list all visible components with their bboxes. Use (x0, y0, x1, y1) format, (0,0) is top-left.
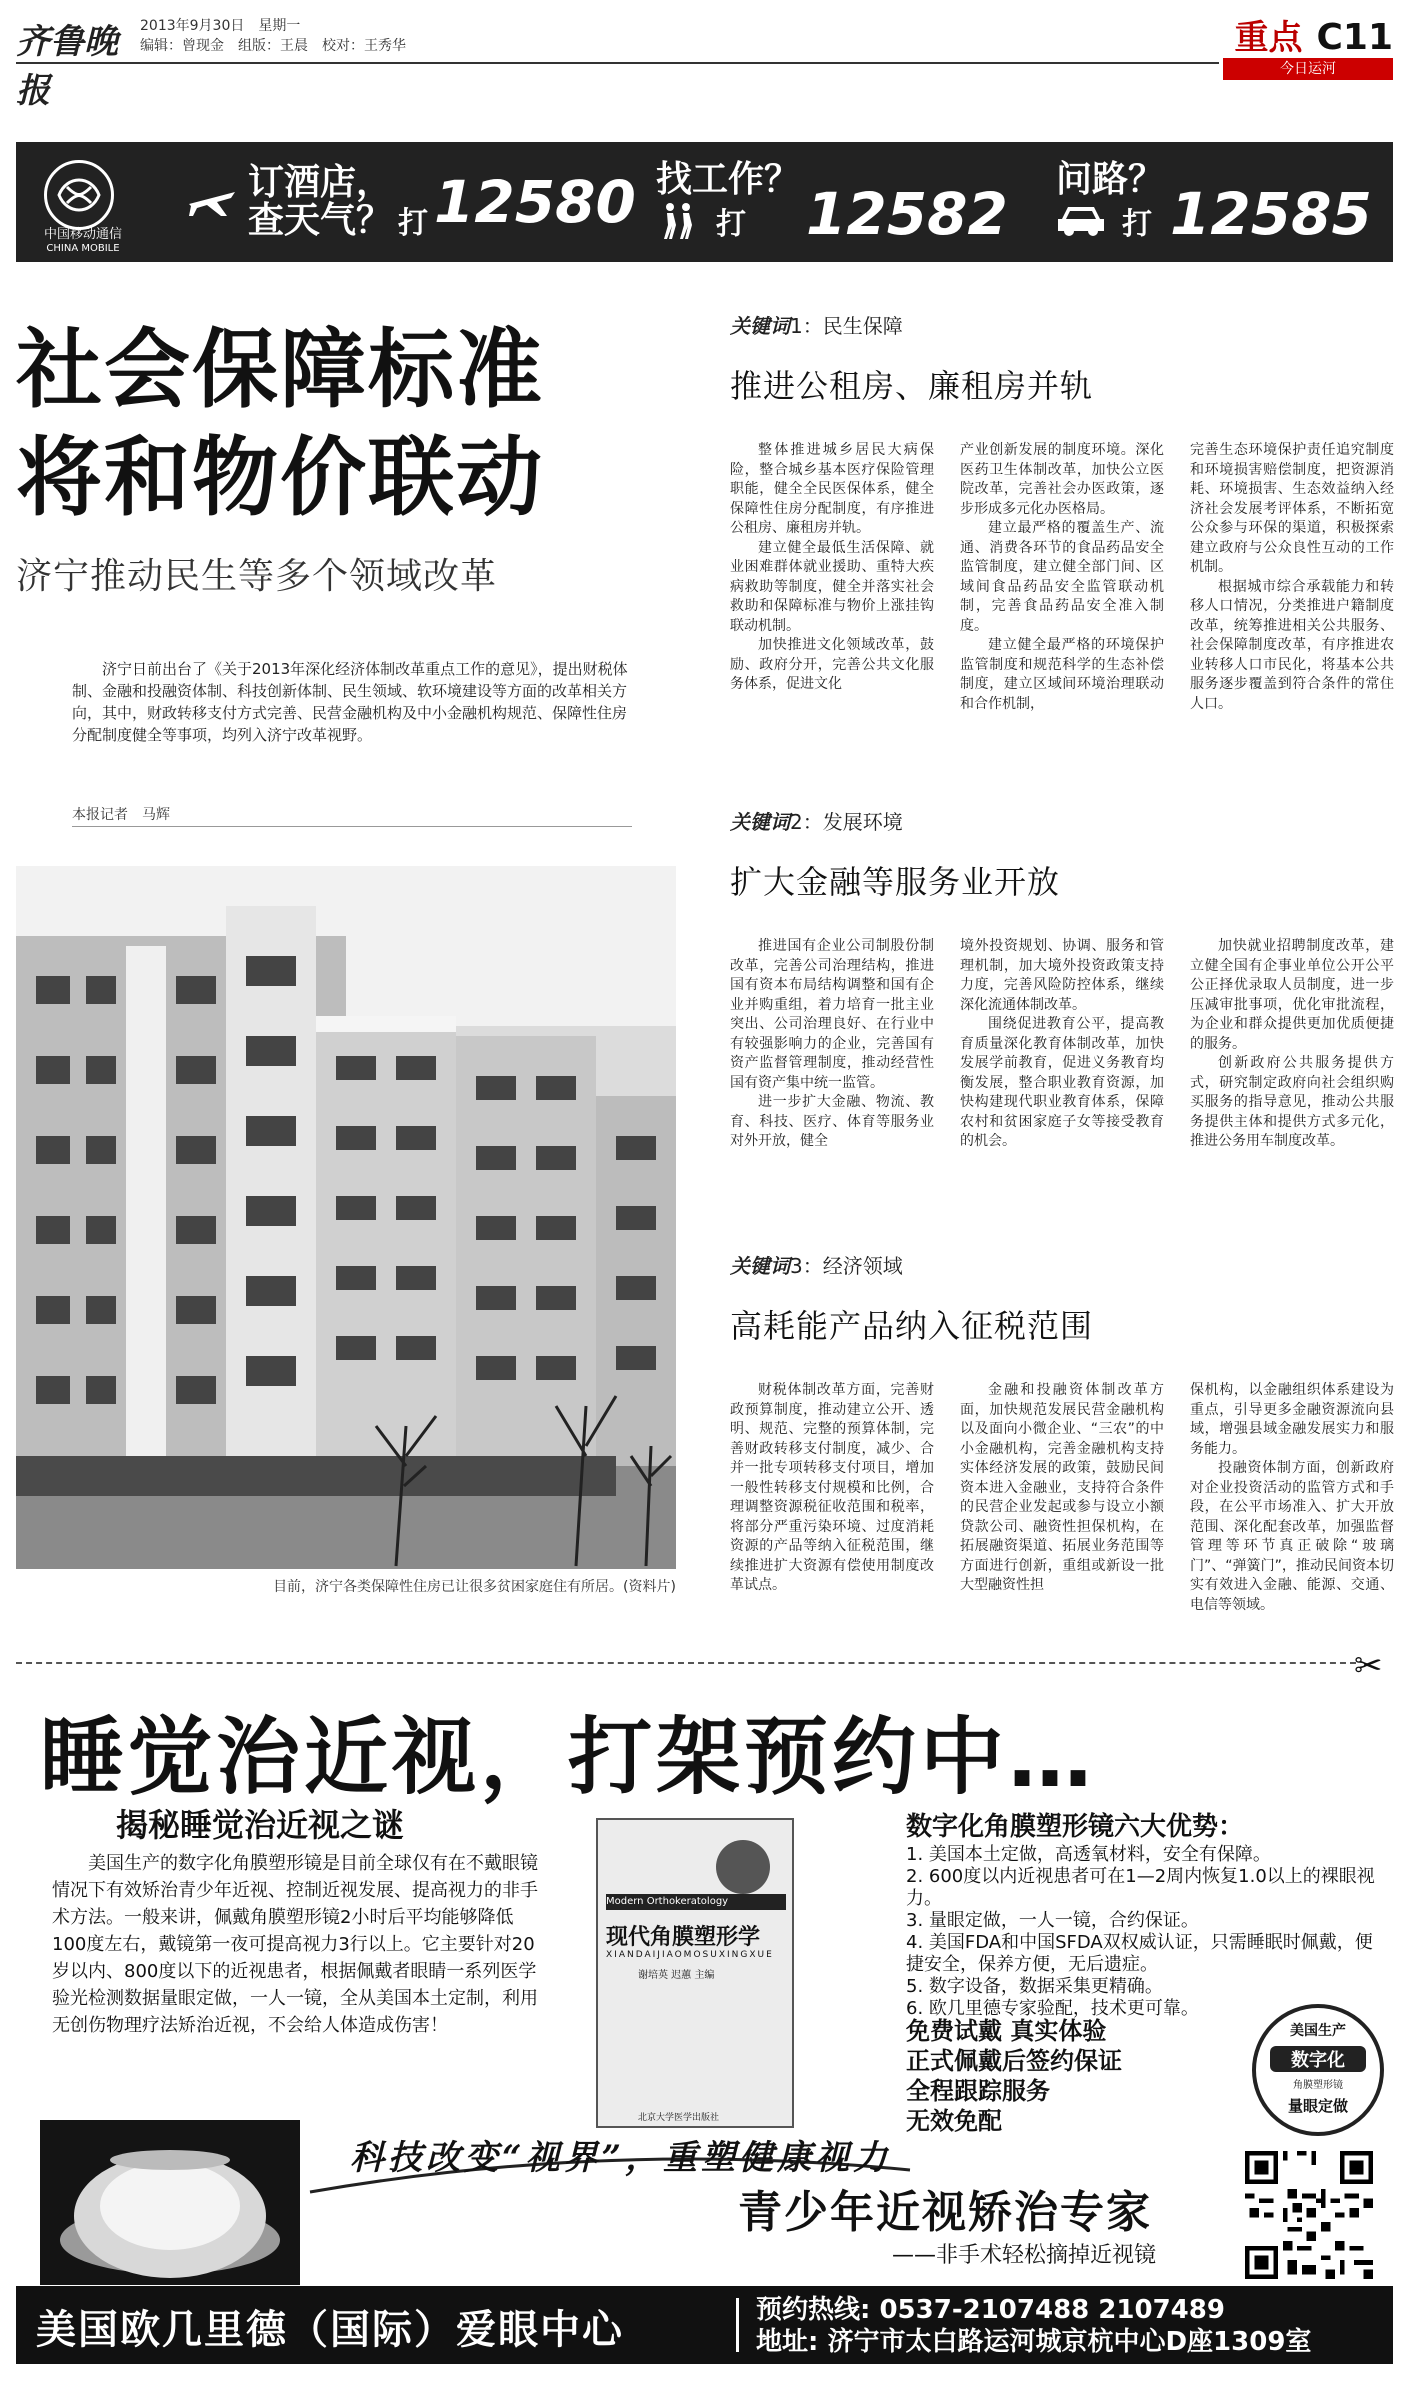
body-column (1190, 441, 1394, 714)
keyword-title: 扩大金融等服务业开放 (730, 863, 1061, 901)
list-item: 3. 量眼定做，一人一镜，合约保证。 (906, 1910, 1199, 1931)
paragraph: 金融和投融资体制改革方面，加快规范发展民营金融机构以及面向小微企业、“三农”的中小金融机构，完善金融机构支持实体经济发展的政策，鼓励民间资本进入金融业，支持符合条件的民营企业发起或参与设立小额贷款公司、融资性担保机构，在拓展融资渠道、拓展业务范围等方面进行创新，重组或新设一批大型融资性担 (960, 1382, 1164, 1593)
china-mobile-ad-banner (16, 142, 1393, 262)
keyword-prefix: 关键词 (730, 314, 790, 338)
headline-line1: 社会保障标准 (16, 320, 544, 420)
keyword-body (730, 937, 1395, 1152)
paragraph: 财税体制改革方面，完善财政预算制度，推动建立公开、透明、规范、完整的预算体制，完善财政转移支付制度，减少、合并一批专项转移支付项目，增加一般性转移支付规模和比例，合理调整资源税征收范围和税率，将部分严重污染环境、过度消耗资源的产品等纳入征税范围，继续推进扩大资源有偿使用制度改革试点。 (730, 1382, 934, 1593)
keyword-section-2 (730, 806, 1395, 1152)
china-mobile-logo-icon (44, 160, 114, 230)
ad-text-line1: 找工作？ (656, 159, 801, 200)
keyword-topic: 2：发展环境 (790, 810, 903, 834)
body-column (1190, 937, 1394, 1152)
address-label: 地址: (756, 2327, 819, 2357)
eye-center-name: 美国欧几里德（国际）爱眼中心 (36, 2306, 624, 2353)
byline-divider (72, 826, 632, 827)
article-byline: 本报记者 马辉 (72, 807, 170, 823)
ad-item-directions (1056, 156, 1372, 248)
ad-slogan: 科技改变“视界”，重塑健康视力 (350, 2138, 892, 2178)
list-item: 无效免配 (906, 2107, 1002, 2135)
article-lead: 济宁日前出台了《关于2013年深化经济体制改革重点工作的意见》，提出财税体制、金融和投融资体制、科技创新体制、民生领域、软环境建设等方面的改革相关方向，其中，财政转移支付方式完善、民营金融机构及中小金融机构规范、保障性住房分配制度健全等事项，均列入济宁改革视野。 (72, 660, 628, 744)
ad-hotline-number: 12582 (806, 180, 1008, 248)
badge-top: 美国生产 (1290, 2023, 1346, 2039)
keyword-section-1 (730, 310, 1395, 714)
ad-dial-label: 打 (716, 207, 746, 242)
issue-date: 2013年9月30日 (140, 18, 245, 34)
paragraph: 根据城市综合承载能力和转移人口情况，分类推进户籍制度改革，统筹推进相关公共服务、社会保障制度改革，有序推进农业转移人口市民化，将基本公共服务逐步覆盖到符合条件的常住人口。 (1190, 578, 1394, 712)
contact-lens-photo (40, 2120, 300, 2285)
newspaper-masthead: 齐鲁晚报 (16, 22, 118, 111)
keyword-body (730, 441, 1395, 714)
paragraph: 完善生态环境保护责任追究制度和环境损害赔偿制度，把资源消耗、环境损害、生态效益纳入经济社会发展考评体系，不断拓宽公众参与环保的渠道，积极探索建立政府与公众良性互动的工作机制。 (1190, 442, 1394, 575)
paragraph: 整体推进城乡居民大病保险，整合城乡基本医疗保险管理职能，健全全民医保体系，健全保障性住房分配制度，有序推进公租房、廉租房并轨。 (730, 442, 934, 536)
paragraph: 围绕促进教育公平，提高教育质量深化教育体制改革，加快发展学前教育，促进义务教育均衡发展，整合职业教育资源，加快构建现代职业教育体系，保障农村和贫困家庭子女等接受教育的机会。 (960, 1016, 1164, 1149)
product-badge (1252, 2004, 1384, 2136)
ad-dial-label: 打 (398, 206, 429, 241)
hotline-label: 预约热线: (756, 2295, 871, 2325)
body-column (960, 1381, 1164, 1615)
footer-divider (736, 2298, 739, 2352)
keyword-topic: 1：民生保障 (790, 314, 903, 338)
ad-item-job (656, 156, 1008, 248)
brand-cn: 中国移动通信 (43, 227, 122, 242)
badge-bottom: 量眼定做 (1287, 2097, 1348, 2115)
list-item: 4. 美国FDA和中国SFDA双权威认证，只需睡眠时佩戴，便捷安全，保养方便，无后遗症。 (906, 1932, 1373, 1975)
issue-weekday: 星期一 (258, 18, 301, 34)
badge-mid: 数字化 (1270, 2046, 1366, 2072)
list-item: 1. 美国本土定做，高透氧材料，安全有保障。 (906, 1844, 1271, 1865)
ad-text-line2: 查天气？ (248, 200, 393, 241)
book-authors: 谢培英 迟蕙 主编 (638, 1970, 715, 1981)
body-column (730, 1381, 934, 1615)
list-item: 全程跟踪服务 (906, 2077, 1050, 2105)
advantages-list (906, 1844, 1376, 2020)
book-title: 现代角膜塑形学 (606, 1925, 761, 1950)
cut-line (16, 1662, 1356, 1664)
walking-people-icon (656, 199, 700, 243)
body-column (960, 441, 1164, 714)
paragraph: 投融资体制方面，创新政府对企业投资活动的监管方式和手段，在公平市场准入、扩大开放范围、深化配套改革，加强监督管理等环节真正破除“玻璃门”、“弹簧门”，推动民间资本切实有效进入金融、能源、交通、电信等领域。 (1190, 1460, 1394, 1613)
editor-credit: 编辑：曾现金 (140, 38, 224, 54)
ad-dial-label: 打 (1122, 207, 1152, 242)
paragraph: 建立最严格的覆盖生产、流通、消费各环节的食品药品安全监管制度，建立健全部门间、区域间食品药品安全监管联动机制，完善食品药品安全准入制度。 (960, 520, 1164, 634)
ad-item-hotel (186, 156, 636, 248)
keyword-section-3 (730, 1250, 1395, 1615)
header-divider (16, 62, 1219, 64)
book-pinyin: XIANDAIJIAOMOSUXINGXUE (606, 1950, 774, 1960)
ad-left-title: 揭秘睡觉治近视之谜 (116, 1806, 405, 1844)
paragraph: 进一步扩大金融、物流、教育、科技、医疗、体育等服务业对外开放，健全 (730, 1094, 934, 1149)
ad-hotline-number: 12585 (1170, 180, 1372, 248)
keyword-label (730, 310, 1395, 339)
headline-line2: 将和物价联动 (16, 428, 544, 528)
book-cover (596, 1818, 794, 2128)
book-publisher: 北京大学医学出版社 (638, 2113, 720, 2123)
keyword-label (730, 806, 1395, 835)
body-column (960, 937, 1164, 1152)
list-item: 6. 欧几里德专家验配，技术更可靠。 (906, 1998, 1199, 2019)
ad-text-line1: 订酒店， (248, 162, 393, 203)
keyword-label (730, 1250, 1395, 1279)
address-text: 济宁市太白路运河城京杭中心D座1309室 (827, 2327, 1312, 2357)
book-english-title: Modern Orthokeratology (606, 1894, 786, 1910)
list-item: 5. 数字设备，数据采集更精确。 (906, 1976, 1163, 1997)
body-column (1190, 1381, 1394, 1615)
proof-credit: 校对：王秀华 (322, 38, 406, 54)
paragraph: 保机构，以金融组织体系建设为重点，引导更多金融资源流向县域，增强县域金融发展实力和服务能力。 (1190, 1382, 1394, 1457)
section-header (1234, 10, 1393, 59)
keyword-topic: 3：经济领域 (790, 1254, 903, 1278)
ad-big-title: 睡觉治近视，打架预约中… (40, 1708, 1097, 1806)
ad-expert-subtitle: ——非手术轻松摘掉近视镜 (892, 2243, 1157, 2268)
section-name: 重点 (1234, 18, 1303, 58)
advantages-title: 数字化角膜塑形镜六大优势： (906, 1812, 1245, 1842)
list-item: 免费试戴 真实体验 (906, 2017, 1107, 2045)
keyword-prefix: 关键词 (730, 1254, 790, 1278)
article-headline (16, 316, 656, 532)
body-column (730, 441, 934, 714)
ad-text-line1: 问路？ (1056, 159, 1165, 200)
paragraph: 加快推进文化领域改革，鼓励、政府分开，完善公共文化服务体系，促进文化 (730, 637, 934, 692)
paragraph: 推进国有企业公司制股份制改革，完善公司治理结构，推进国有资本布局结构调整和国有企业并购重组，着力培育一批主业突出、公司治理良好、在行业中有较强影响力的企业，完善国有资产监督管理制度，推动经营性国有资产集中统一监管。 (730, 938, 934, 1091)
body-column (730, 937, 934, 1152)
badge-sub: 角膜塑形镜 (1293, 2080, 1343, 2091)
paragraph: 加快就业招聘制度改革，建立健全国有企事业单位公开公平公正择优录取人员制度，进一步压减审批事项，优化审批流程，为企业和群众提供更加优质便捷的服务。 (1190, 938, 1394, 1052)
car-icon (1056, 201, 1106, 241)
paragraph: 产业创新发展的制度环境。深化医药卫生体制改革，加快公立医院改革，完善社会办医政策，逐步形成多元化办医格局。 (960, 442, 1164, 517)
list-item: 2. 600度以内近视患者可在1—2周内恢复1.0以上的裸眼视力。 (906, 1866, 1375, 1909)
center-address (756, 2326, 1311, 2358)
keyword-title: 推进公租房、廉租房并轨 (730, 367, 1094, 405)
article-subhead: 济宁推动民生等多个领域改革 (16, 556, 498, 597)
china-mobile-brand (28, 228, 138, 256)
keyword-prefix: 关键词 (730, 810, 790, 834)
qr-code-icon[interactable] (1240, 2146, 1378, 2284)
paragraph: 建立健全最严格的环境保护监管制度和规范科学的生态补偿制度，建立区域间环境治理联动和合作机制， (960, 637, 1164, 712)
ad-left-body: 美国生产的数字化角膜塑形镜是目前全球仅有在不戴眼镜情况下有效矫治青少年近视、控制近视发展、提高视力的非手术方法。一般来讲，佩戴角膜塑形镜2小时后平均能够降低100度左右，戴镜第一夜可提高视力3行以上。它主要针对20岁以内、800度以下的近视患者，根据佩戴者眼睛一系列医学验光检测数据量眼定做，一人一镜，全从美国本土定制，利用无创伤物理疗法矫治近视，不会给人体造成伤害！ (52, 1853, 538, 2036)
lens-graphic-icon (716, 1840, 770, 1894)
ad-hotline-number: 12580 (434, 168, 636, 236)
paragraph: 创新政府公共服务提供方式，研究制定政府向社会组织购买服务的指导意见，推动公共服务提供主体和提供方式多元化，推进公务用车制度改革。 (1190, 1055, 1394, 1149)
scissors-icon: ✂ (1354, 1646, 1383, 1686)
keyword-title: 高耗能产品纳入征税范围 (730, 1307, 1094, 1345)
layout-credit: 组版：王晨 (238, 38, 308, 54)
keyword-body (730, 1381, 1395, 1615)
list-item: 正式佩戴后签约保证 (906, 2047, 1122, 2075)
housing-photo (16, 866, 676, 1569)
brand-en: CHINA MOBILE (46, 243, 120, 254)
hotline-number: 0537-2107488 2107489 (879, 2295, 1225, 2325)
paragraph: 建立健全最低生活保障、就业困难群体就业援助、重特大疾病救助等制度，健全并落实社会救助和保障标准与物价上涨挂钩联动机制。 (730, 539, 934, 634)
column-tag: 今日运河 (1223, 58, 1393, 80)
contact-footer-bar (16, 2286, 1393, 2364)
paragraph: 境外投资规划、协调、服务和管理机制，加大境外投资政策支持力度，完善风险防控体系，继续深化流通体制改革。 (960, 938, 1164, 1013)
promises-list (906, 2016, 1122, 2136)
ad-expert-title: 青少年近视矫治专家 (738, 2187, 1152, 2238)
photo-caption: 目前，济宁各类保障性住房已让很多贫困家庭住有所居。(资料片) (273, 1579, 676, 1595)
airplane-icon (186, 176, 238, 228)
issue-info (140, 16, 406, 56)
page-number: C11 (1316, 17, 1393, 58)
booking-hotline (756, 2294, 1225, 2326)
